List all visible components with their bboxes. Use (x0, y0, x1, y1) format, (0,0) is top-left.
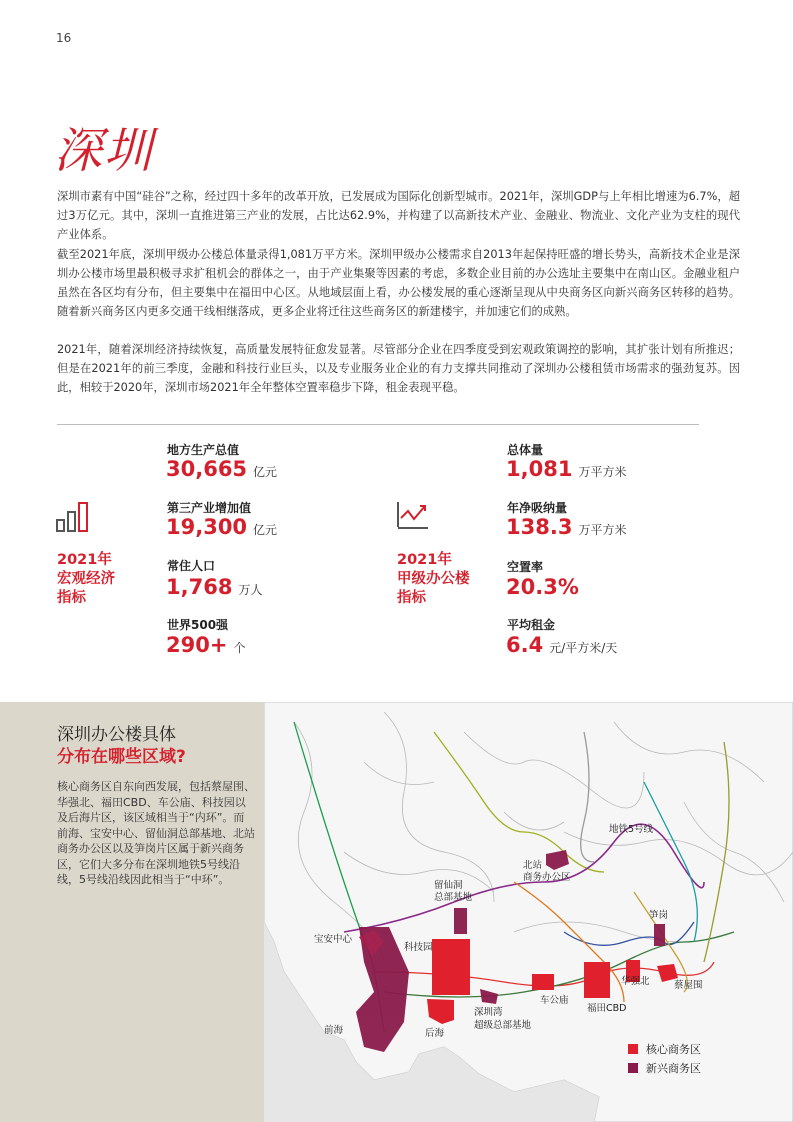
district-futian (584, 962, 610, 998)
district-liuxiandong (454, 908, 467, 934)
label-metro5: 地铁5号线 (609, 824, 654, 835)
stat-fortune500 (166, 633, 245, 657)
label-baoan: 宝安中心 (314, 934, 353, 945)
stat-stock-unit: 万平方米 (578, 465, 627, 479)
stat-vacancy (506, 575, 585, 599)
label-beizhan-1: 北站 (523, 860, 543, 871)
page-number: 16 (56, 31, 72, 45)
intro-paragraph-1: 深圳市素有中国“硅谷”之称，经过四十多年的改革开放，已发展成为国际化创新型城市。2021年，深圳GDP与上年相比增速为6.7%，超过3万亿元。其中，深圳一直推进第三产业的发展，占比达62.9%，并构建了以高新技术产业、金融业、物流业、文化产业为支柱的现代产业体系。 (57, 190, 740, 241)
stat-rent-value: 6.4 (506, 633, 544, 657)
map-canvas (264, 702, 793, 1122)
shenzhen-map (264, 702, 793, 1122)
stat-absorption-label: 年净吸纳量 (507, 501, 568, 515)
label-liuxiandong-1: 留仙洞 (434, 880, 463, 891)
stat-rent-label: 平均租金 (507, 618, 556, 632)
label-shenzhenwan-1: 深圳湾 (474, 1007, 503, 1018)
map-heading-line-1: 深圳办公楼具体 (57, 725, 176, 745)
district-chegongmiao (532, 974, 554, 990)
stat-vacancy-value: 20.3% (506, 575, 579, 599)
legend-core-label: 核心商务区 (646, 1043, 701, 1056)
stat-gdp (166, 457, 277, 481)
stat-population (166, 575, 262, 599)
bar-chart-icon (56, 502, 90, 532)
stat-gdp-label: 地方生产总值 (167, 443, 240, 457)
stat-stock-value: 1,081 (506, 457, 573, 481)
stat-fortune500-label: 世界500强 (167, 618, 229, 632)
stat-fortune500-value: 290+ (166, 633, 228, 657)
stat-tertiary-unit: 亿元 (253, 523, 278, 537)
stat-stock-label: 总体量 (507, 443, 544, 457)
office-title-line-3: 指标 (397, 590, 426, 606)
intro-paragraph-2: 截至2021年底，深圳甲级办公楼总体量录得1,081万平方米。深圳甲级办公楼需求自2013年起保持旺盛的增长势头，高新技术企业是深圳办公楼市场里最积极寻求扩租机会的群体之一，由于产业集聚等因素的考虑，多数企业目前的办公选址主要集中在南山区。金融业租户虽然在各区均有分布，但主要集中在福田中心区。从地域层面上看，办公楼发展的重心逐渐呈现从中央商务区向新兴商务区转移的趋势。随着新兴商务区内更多交通干线相继落成，更多企业将迁往这些商务区的新建楼宇，并加速它们的成熟。 (57, 248, 740, 318)
map-description: 核心商务区自东向西发展，包括蔡屋围、华强北、福田CBD、车公庙、科技园以及后海片区，该区域相当于“内环”。而前海、宝安中心、留仙洞总部基地、北站商务办公区以及笋岗片区属于新兴商务区，它们大多分布在深圳地铁5号线沿线，5号线沿线因此相当于“中环”。 (57, 780, 255, 886)
line-chart-icon (396, 500, 430, 530)
label-chegongmiao: 车公庙 (540, 995, 569, 1006)
legend-emerging-swatch (628, 1063, 638, 1073)
stat-absorption-value: 138.3 (506, 515, 573, 539)
label-shenzhenwan-2: 超级总部基地 (474, 1020, 532, 1031)
macro-title (57, 551, 115, 608)
stat-tertiary-value: 19,300 (166, 515, 248, 539)
legend-emerging-label: 新兴商务区 (646, 1062, 701, 1075)
stat-fortune500-unit: 个 (233, 641, 246, 655)
label-futian: 福田CBD (587, 1003, 627, 1014)
office-title (397, 551, 470, 608)
stat-tertiary-label: 第三产业增加值 (167, 501, 252, 515)
office-title-line-2: 甲级办公楼 (397, 571, 470, 587)
stat-absorption-unit: 万平方米 (578, 523, 627, 537)
stat-population-value: 1,768 (166, 575, 233, 599)
stat-rent-unit: 元/平方米/天 (549, 641, 618, 655)
district-sungang (654, 924, 665, 946)
page-title: 深圳 (54, 123, 155, 179)
label-beizhan-2: 商务办公区 (523, 872, 571, 883)
stat-gdp-unit: 亿元 (253, 465, 278, 479)
label-caiwuwei: 蔡屋围 (674, 980, 703, 991)
legend-core-swatch (628, 1044, 638, 1054)
stat-gdp-value: 30,665 (166, 457, 248, 481)
macro-title-line-1: 2021年 (57, 552, 112, 568)
macro-title-line-2: 宏观经济 (57, 571, 115, 587)
stat-vacancy-label: 空置率 (507, 560, 544, 574)
macro-title-line-3: 指标 (57, 590, 86, 606)
stat-rent (506, 633, 617, 657)
label-sungang: 笋岗 (649, 910, 669, 921)
label-houhai: 后海 (425, 1028, 445, 1039)
stat-absorption (506, 515, 626, 539)
map-heading-line-2: 分布在哪些区域? (57, 747, 186, 767)
stat-population-label: 常住人口 (167, 559, 216, 573)
stat-tertiary (166, 515, 277, 539)
stat-population-unit: 万人 (238, 583, 263, 597)
label-huaqiangbei: 华强北 (621, 976, 650, 987)
label-qianhai: 前海 (324, 1025, 344, 1036)
office-title-line-1: 2021年 (397, 552, 452, 568)
intro-paragraph-3: 2021年，随着深圳经济持续恢复，高质量发展特征愈发显著。尽管部分企业在四季度受到宏观政策调控的影响，其扩张计划有所推迟；但是在2021年的前三季度，金融和科技行业巨头，以及专业服务业企业的有力支撑共同推动了深圳办公楼租赁市场需求的强劲复苏。因此，相较于2020年，深圳市场2021年全年整体空置率稳步下降，租金表现平稳。 (57, 343, 740, 394)
stat-stock (506, 457, 626, 481)
label-liuxiandong-2: 总部基地 (434, 892, 473, 903)
divider-top (57, 424, 699, 425)
label-kejiyuan: 科技园 (404, 942, 433, 953)
district-kejiyuan (432, 939, 470, 995)
